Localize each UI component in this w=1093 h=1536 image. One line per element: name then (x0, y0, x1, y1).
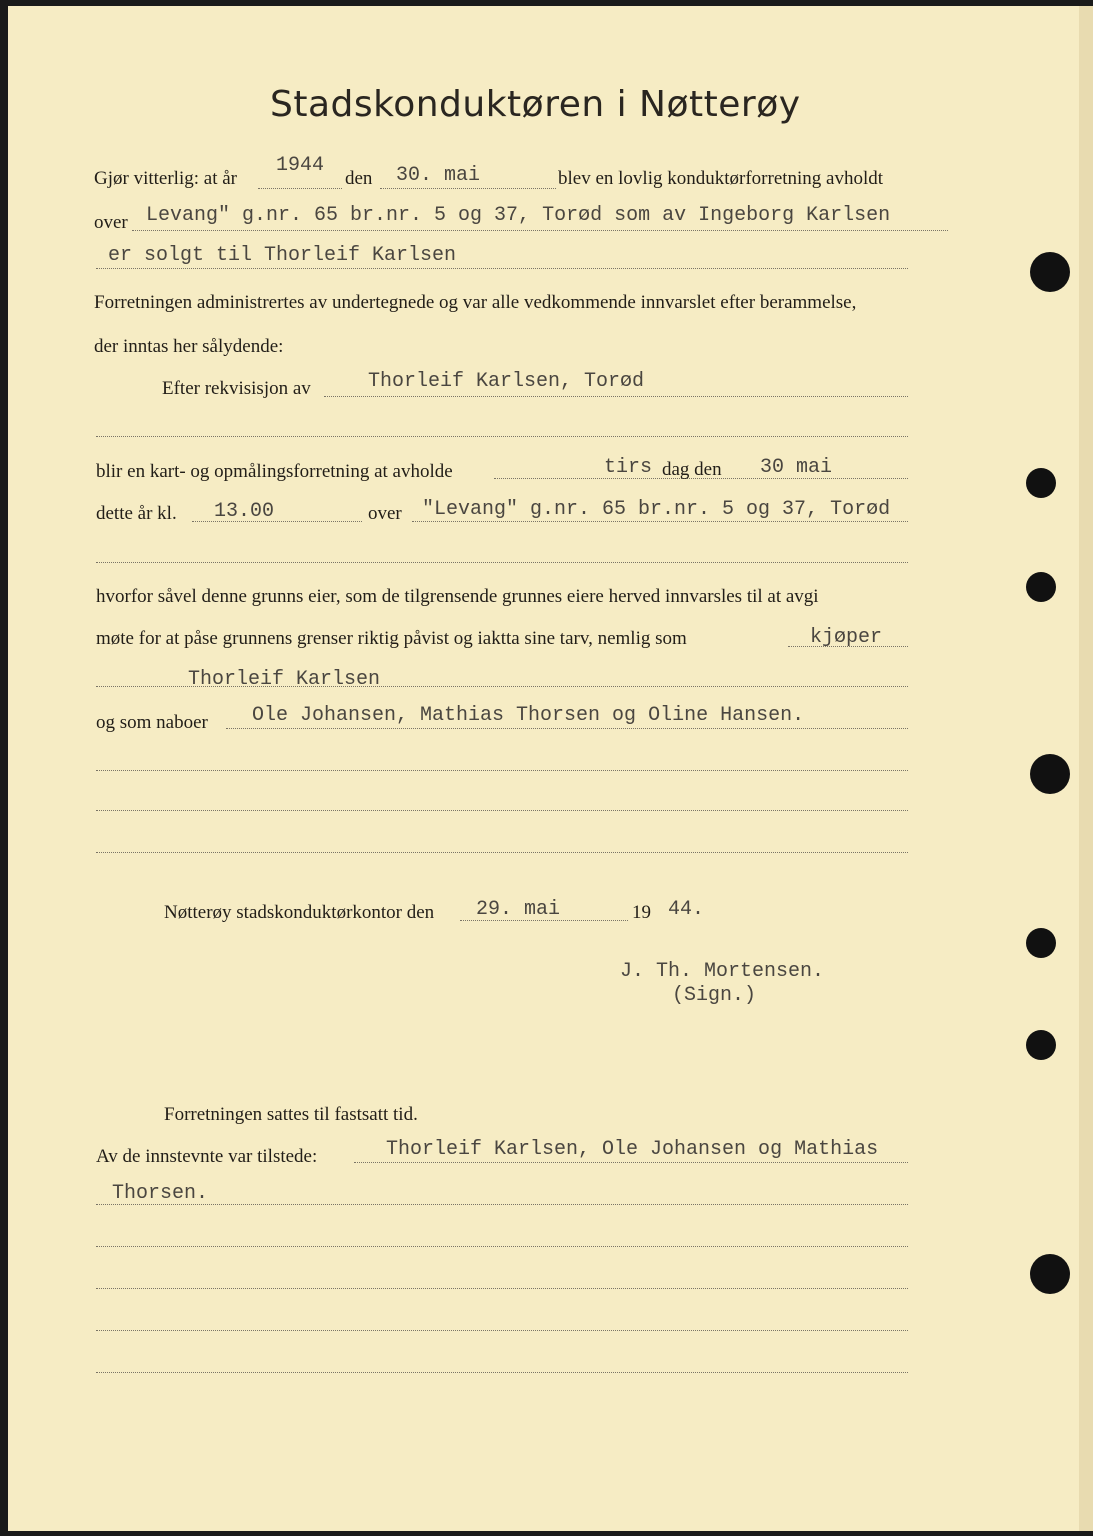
blev-label: blev en lovlig konduktørforretning avholdt (558, 168, 884, 189)
punch-hole (1030, 252, 1070, 292)
intro-label: Gjør vitterlig: at år (94, 168, 237, 189)
signature-date-value: 29. mai (476, 898, 561, 921)
dag-den-label: dag den (662, 459, 722, 480)
den-label: den (345, 168, 373, 189)
dotted-line (96, 852, 908, 853)
office-label: Nøtterøy stadskonduktørkontor den (164, 902, 435, 923)
meeting-date-value: 30 mai (760, 456, 833, 479)
dotted-line (96, 1204, 908, 1205)
dotted-line (354, 1162, 908, 1163)
year-suffix: 44. (668, 898, 705, 921)
dotted-line (412, 521, 908, 522)
present-line-1: Thorleif Karlsen, Ole Johansen og Mathias (386, 1138, 879, 1161)
weekday-value: tirs (604, 456, 653, 479)
neighbors-label: og som naboer (96, 712, 208, 733)
punch-hole (1026, 468, 1056, 498)
dotted-line (380, 188, 556, 189)
page-edge (1079, 6, 1093, 1531)
dotted-line (258, 188, 342, 189)
sign-note: (Sign.) (672, 984, 757, 1007)
over-label: over (94, 212, 128, 233)
dotted-line (96, 810, 908, 811)
dette-label: dette år kl. (96, 503, 177, 524)
punch-hole (1030, 754, 1070, 794)
dotted-line (96, 436, 908, 437)
role-value: kjøper (810, 626, 883, 649)
notice-line-2: møte for at påse grunnens grenser riktig påvist og iaktta sine tarv, nemlig som (96, 628, 687, 649)
dotted-line (96, 562, 908, 563)
requisition-value: Thorleif Karlsen, Torød (368, 370, 645, 393)
notice-line-1: hvorfor såvel denne grunns eier, som de tilgrensende grunnes eiere herved innvarsles til at avgi (96, 586, 819, 607)
property-line-1: Levang" g.nr. 65 br.nr. 5 og 37, Torød som av Ingeborg Karlsen (146, 204, 891, 227)
admin-line-2: der inntas her sålydende: (94, 336, 284, 357)
outcome-line: Forretningen sattes til fastsatt tid. (164, 1104, 418, 1125)
punch-hole (1030, 1254, 1070, 1294)
time-value: 13.00 (214, 500, 275, 523)
punch-hole (1026, 572, 1056, 602)
owner-value: Thorleif Karlsen (188, 668, 381, 691)
dotted-line (226, 728, 908, 729)
dotted-line (96, 1246, 908, 1247)
meeting-over-label: over (368, 503, 402, 524)
document-page (8, 6, 1093, 1531)
admin-line-1: Forretningen administrertes av undertegnede og var alle vedkommende innvarslet efter berammelse, (94, 292, 857, 313)
dotted-line (96, 1330, 908, 1331)
dotted-line (96, 770, 908, 771)
neighbors-value: Ole Johansen, Mathias Thorsen og Oline Hansen. (252, 704, 805, 727)
property-line-2: er solgt til Thorleif Karlsen (108, 244, 457, 267)
punch-hole (1026, 928, 1056, 958)
meeting-label: blir en kart- og opmålingsforretning at avholde (96, 461, 453, 482)
requisition-label: Efter rekvisisjon av (162, 378, 311, 399)
dotted-line (96, 268, 908, 269)
present-label: Av de innstevnte var tilstede: (96, 1146, 318, 1167)
page-title: Stadskonduktøren i Nøtterøy (270, 84, 801, 125)
dotted-line (96, 1288, 908, 1289)
dotted-line (132, 230, 948, 231)
present-line-2: Thorsen. (112, 1182, 209, 1205)
dotted-line (324, 396, 908, 397)
meeting-property-value: "Levang" g.nr. 65 br.nr. 5 og 37, Torød (422, 498, 891, 521)
year-prefix: 19 (632, 902, 651, 923)
dotted-line (96, 1372, 908, 1373)
punch-hole (1026, 1030, 1056, 1060)
year-value: 1944 (276, 154, 325, 177)
date-value: 30. mai (396, 164, 481, 187)
signatory-name: J. Th. Mortensen. (620, 960, 825, 983)
